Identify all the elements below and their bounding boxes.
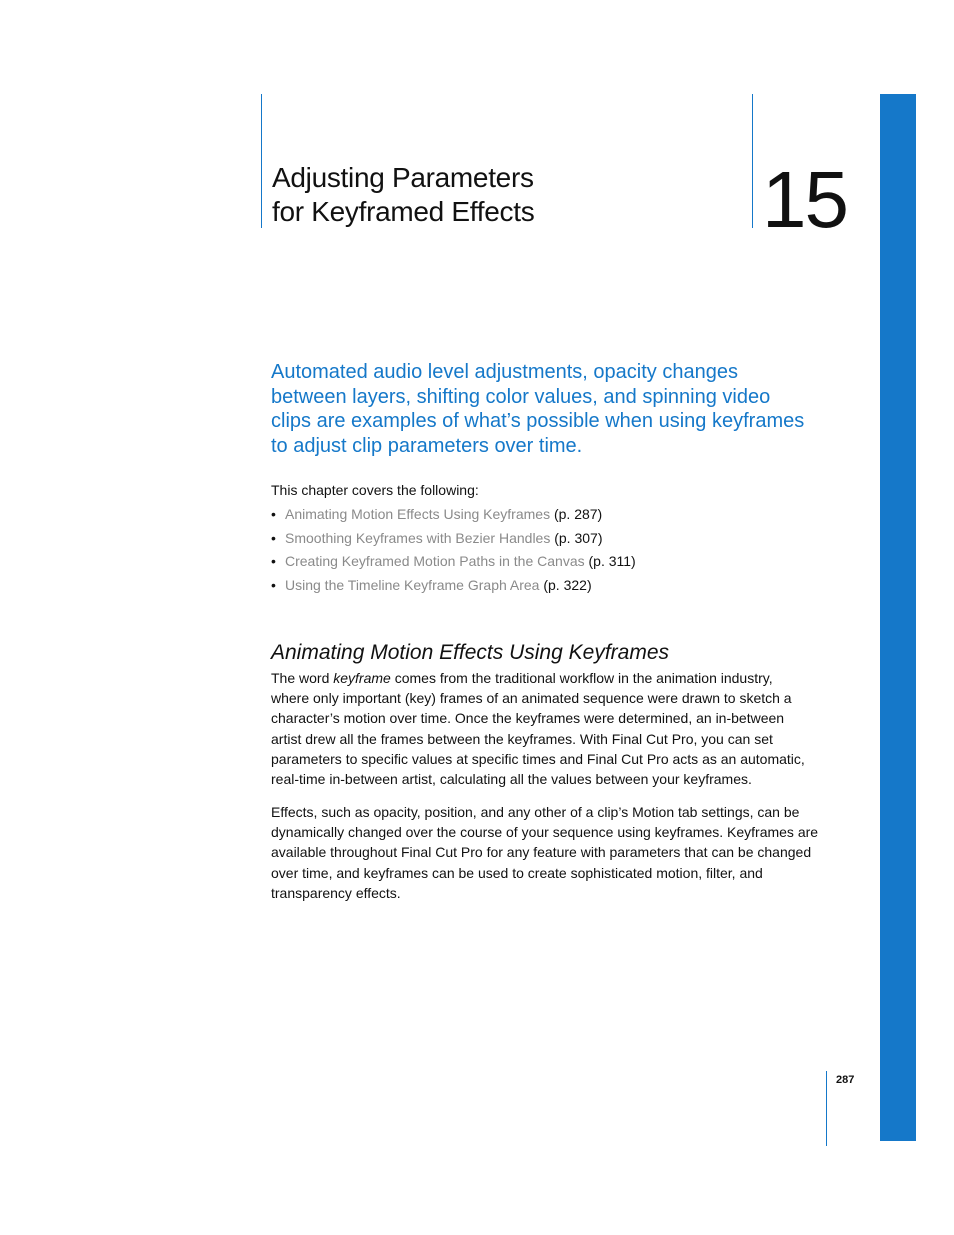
- toc-page-ref: (p. 322): [539, 576, 592, 593]
- toc-page-ref: (p. 287): [550, 506, 603, 522]
- intro-line: clips are examples of what’s possible when using keyframes: [271, 410, 805, 433]
- title-rule-right: [752, 94, 753, 228]
- toc-item: [271, 552, 831, 576]
- body-paragraph-2: [271, 802, 831, 903]
- bullet: •: [271, 529, 276, 546]
- intro-line: between layers, shifting color values, and spinning video: [271, 385, 771, 408]
- bullet: •: [271, 576, 276, 593]
- bullet: •: [271, 506, 276, 522]
- toc-item: [271, 505, 831, 529]
- chapter-tab-bar: [880, 94, 916, 1141]
- chapter-title: [272, 161, 732, 229]
- toc-link-timeline-keyframe-graph[interactable]: Using the Timeline Keyframe Graph Area: [285, 576, 540, 593]
- paragraph-line: over time, and keyframes can be used to create sophisticated motion, filter, and: [271, 864, 763, 881]
- paragraph-line: real-time in-between artist, calculating all the values between your keyframes.: [271, 771, 752, 788]
- toc-item: [271, 529, 831, 553]
- toc-link-animating-motion-effects[interactable]: Animating Motion Effects Using Keyframes: [285, 506, 551, 522]
- term-keyframe: keyframe: [333, 670, 391, 686]
- covers-label: This chapter covers the following:: [271, 482, 479, 498]
- chapter-intro: [271, 360, 831, 459]
- toc-link-motion-paths-canvas[interactable]: Creating Keyframed Motion Paths in the Canvas: [285, 553, 585, 569]
- toc-page-ref: (p. 311): [584, 553, 636, 569]
- intro-line: Automated audio level adjustments, opacity changes: [271, 361, 738, 383]
- paragraph-line: parameters to specific values at specific times and Final Cut Pro acts as an automatic,: [271, 750, 805, 767]
- chapter-contents-list: [271, 505, 831, 599]
- page-number-rule: [826, 1071, 827, 1146]
- chapter-number: 15: [762, 155, 847, 244]
- section-heading: Animating Motion Effects Using Keyframes: [271, 641, 669, 664]
- toc-link-smoothing-keyframes[interactable]: Smoothing Keyframes with Bezier Handles: [285, 529, 551, 546]
- paragraph-line: artist drew all the frames between the keyframes. With Final Cut Pro, you can set: [271, 730, 773, 747]
- bullet: •: [271, 553, 276, 569]
- paragraph-line: character’s motion over time. Once the keyframes were determined, an in-between: [271, 710, 785, 727]
- lead-text: The word: [271, 670, 334, 686]
- intro-line: to adjust clip parameters over time.: [271, 435, 583, 458]
- paragraph-line: transparency effects.: [271, 884, 401, 901]
- paragraph-line: Effects, such as opacity, position, and any other of a clip’s Motion tab settings, can be: [271, 804, 800, 820]
- paragraph-line: available throughout Final Cut Pro for any feature with parameters that can be changed: [271, 844, 812, 861]
- chapter-title-line-2: for Keyframed Effects: [272, 196, 535, 227]
- paragraph-line: [271, 668, 831, 688]
- body-paragraph-1: [271, 668, 831, 789]
- toc-item: [271, 576, 831, 600]
- page-number: 287: [836, 1074, 855, 1086]
- rest-text: comes from the traditional workflow in the animation industry,: [390, 670, 773, 686]
- toc-page-ref: (p. 307): [550, 529, 603, 546]
- title-rule-left: [261, 94, 262, 228]
- paragraph-line: dynamically changed over the course of your sequence using keyframes. Keyframes are: [271, 824, 819, 841]
- paragraph-line: where only important (key) frames of an animated sequence were drawn to sketch a: [271, 690, 792, 707]
- chapter-title-line-1: Adjusting Parameters: [272, 162, 534, 193]
